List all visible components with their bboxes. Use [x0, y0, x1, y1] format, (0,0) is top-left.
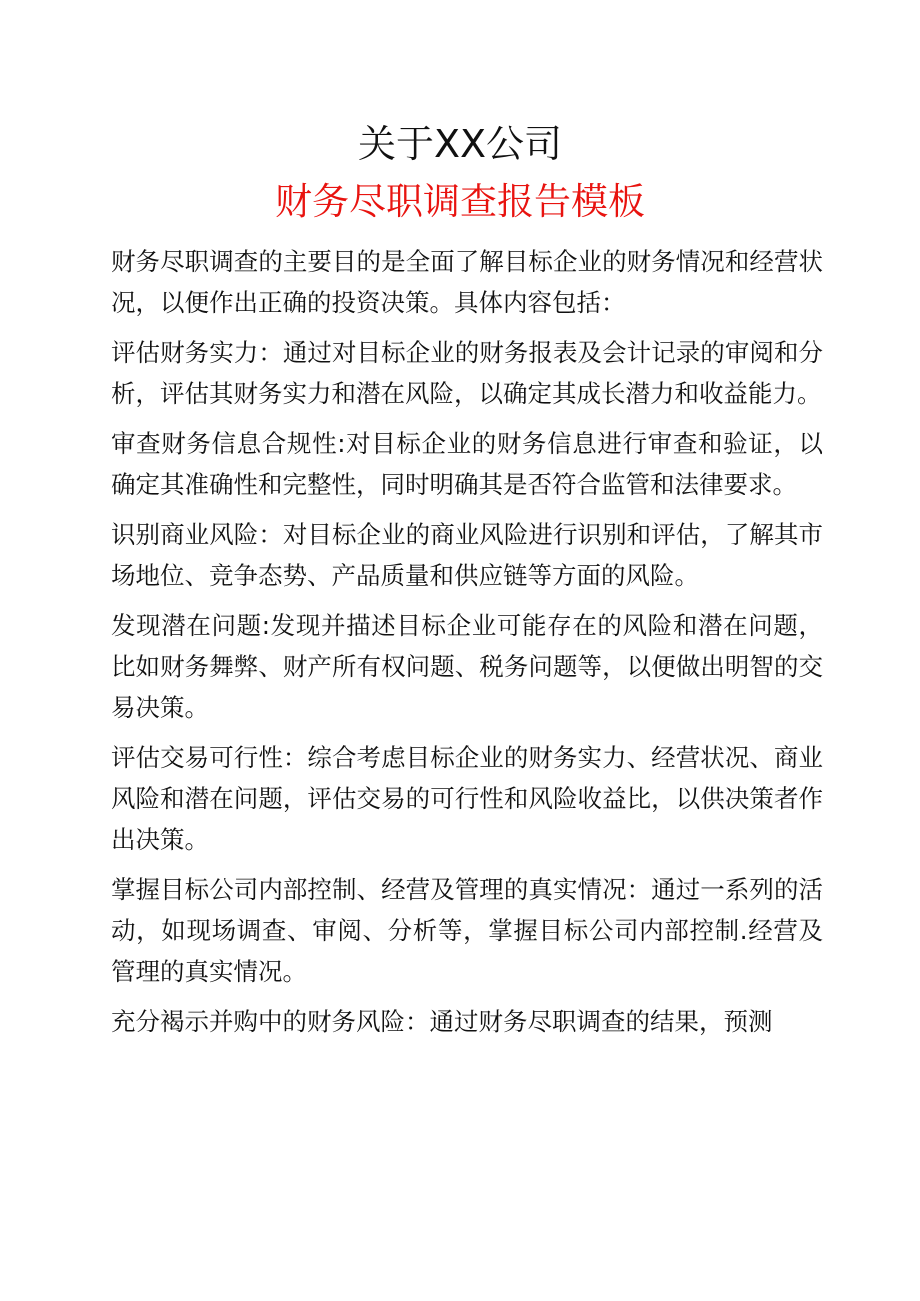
document-title: 关于XX公司 [357, 122, 563, 166]
paragraph-financial-strength: 评估财务实力：通过对目标企业的财务报表及会计记录的审阅和分析，评估其财务实力和潜在风险，以确定其成长潜力和收益能力。 [111, 338, 823, 408]
paragraph-intro: 财务尽职调查的主要目的是全面了解目标企业的财务情况和经营状况，以便作出正确的投资决策。具体内容包括： [111, 247, 823, 317]
paragraph-compliance: 审查财务信息合规性:对目标企业的财务信息进行审查和验证，以确定其准确性和完整性，同时明确其是否符合监管和法律要求。 [111, 429, 823, 499]
paragraph-potential-issues: 发现潜在问题:发现并描述目标企业可能存在的风险和潜在问题，比如财务舞弊、财产所有权问题、税务问题等，以便做出明智的交易决策。 [111, 611, 823, 722]
paragraph-merger-risk: 充分褐示并购中的财务风险：通过财务尽职调查的结果，预测 [111, 1007, 773, 1036]
paragraph-internal-control: 掌握目标公司内部控制、经营及管理的真实情况：通过一系列的活动，如现场调查、审阅、分析等，掌握目标公司内部控制.经营及管理的真实情况。 [111, 875, 823, 986]
document-subtitle: 财务尽职调查报告模板 [275, 180, 645, 223]
document-body [111, 241, 823, 1051]
paragraph-business-risk: 识别商业风险：对目标企业的商业风险进行识别和评估，了解其市场地位、竞争态势、产品质量和供应链等方面的风险。 [111, 520, 823, 590]
paragraph-feasibility: 评估交易可行性：综合考虑目标企业的财务实力、经营状况、商业风险和潜在问题，评估交易的可行性和风险收益比，以供决策者作出决策。 [111, 743, 823, 854]
